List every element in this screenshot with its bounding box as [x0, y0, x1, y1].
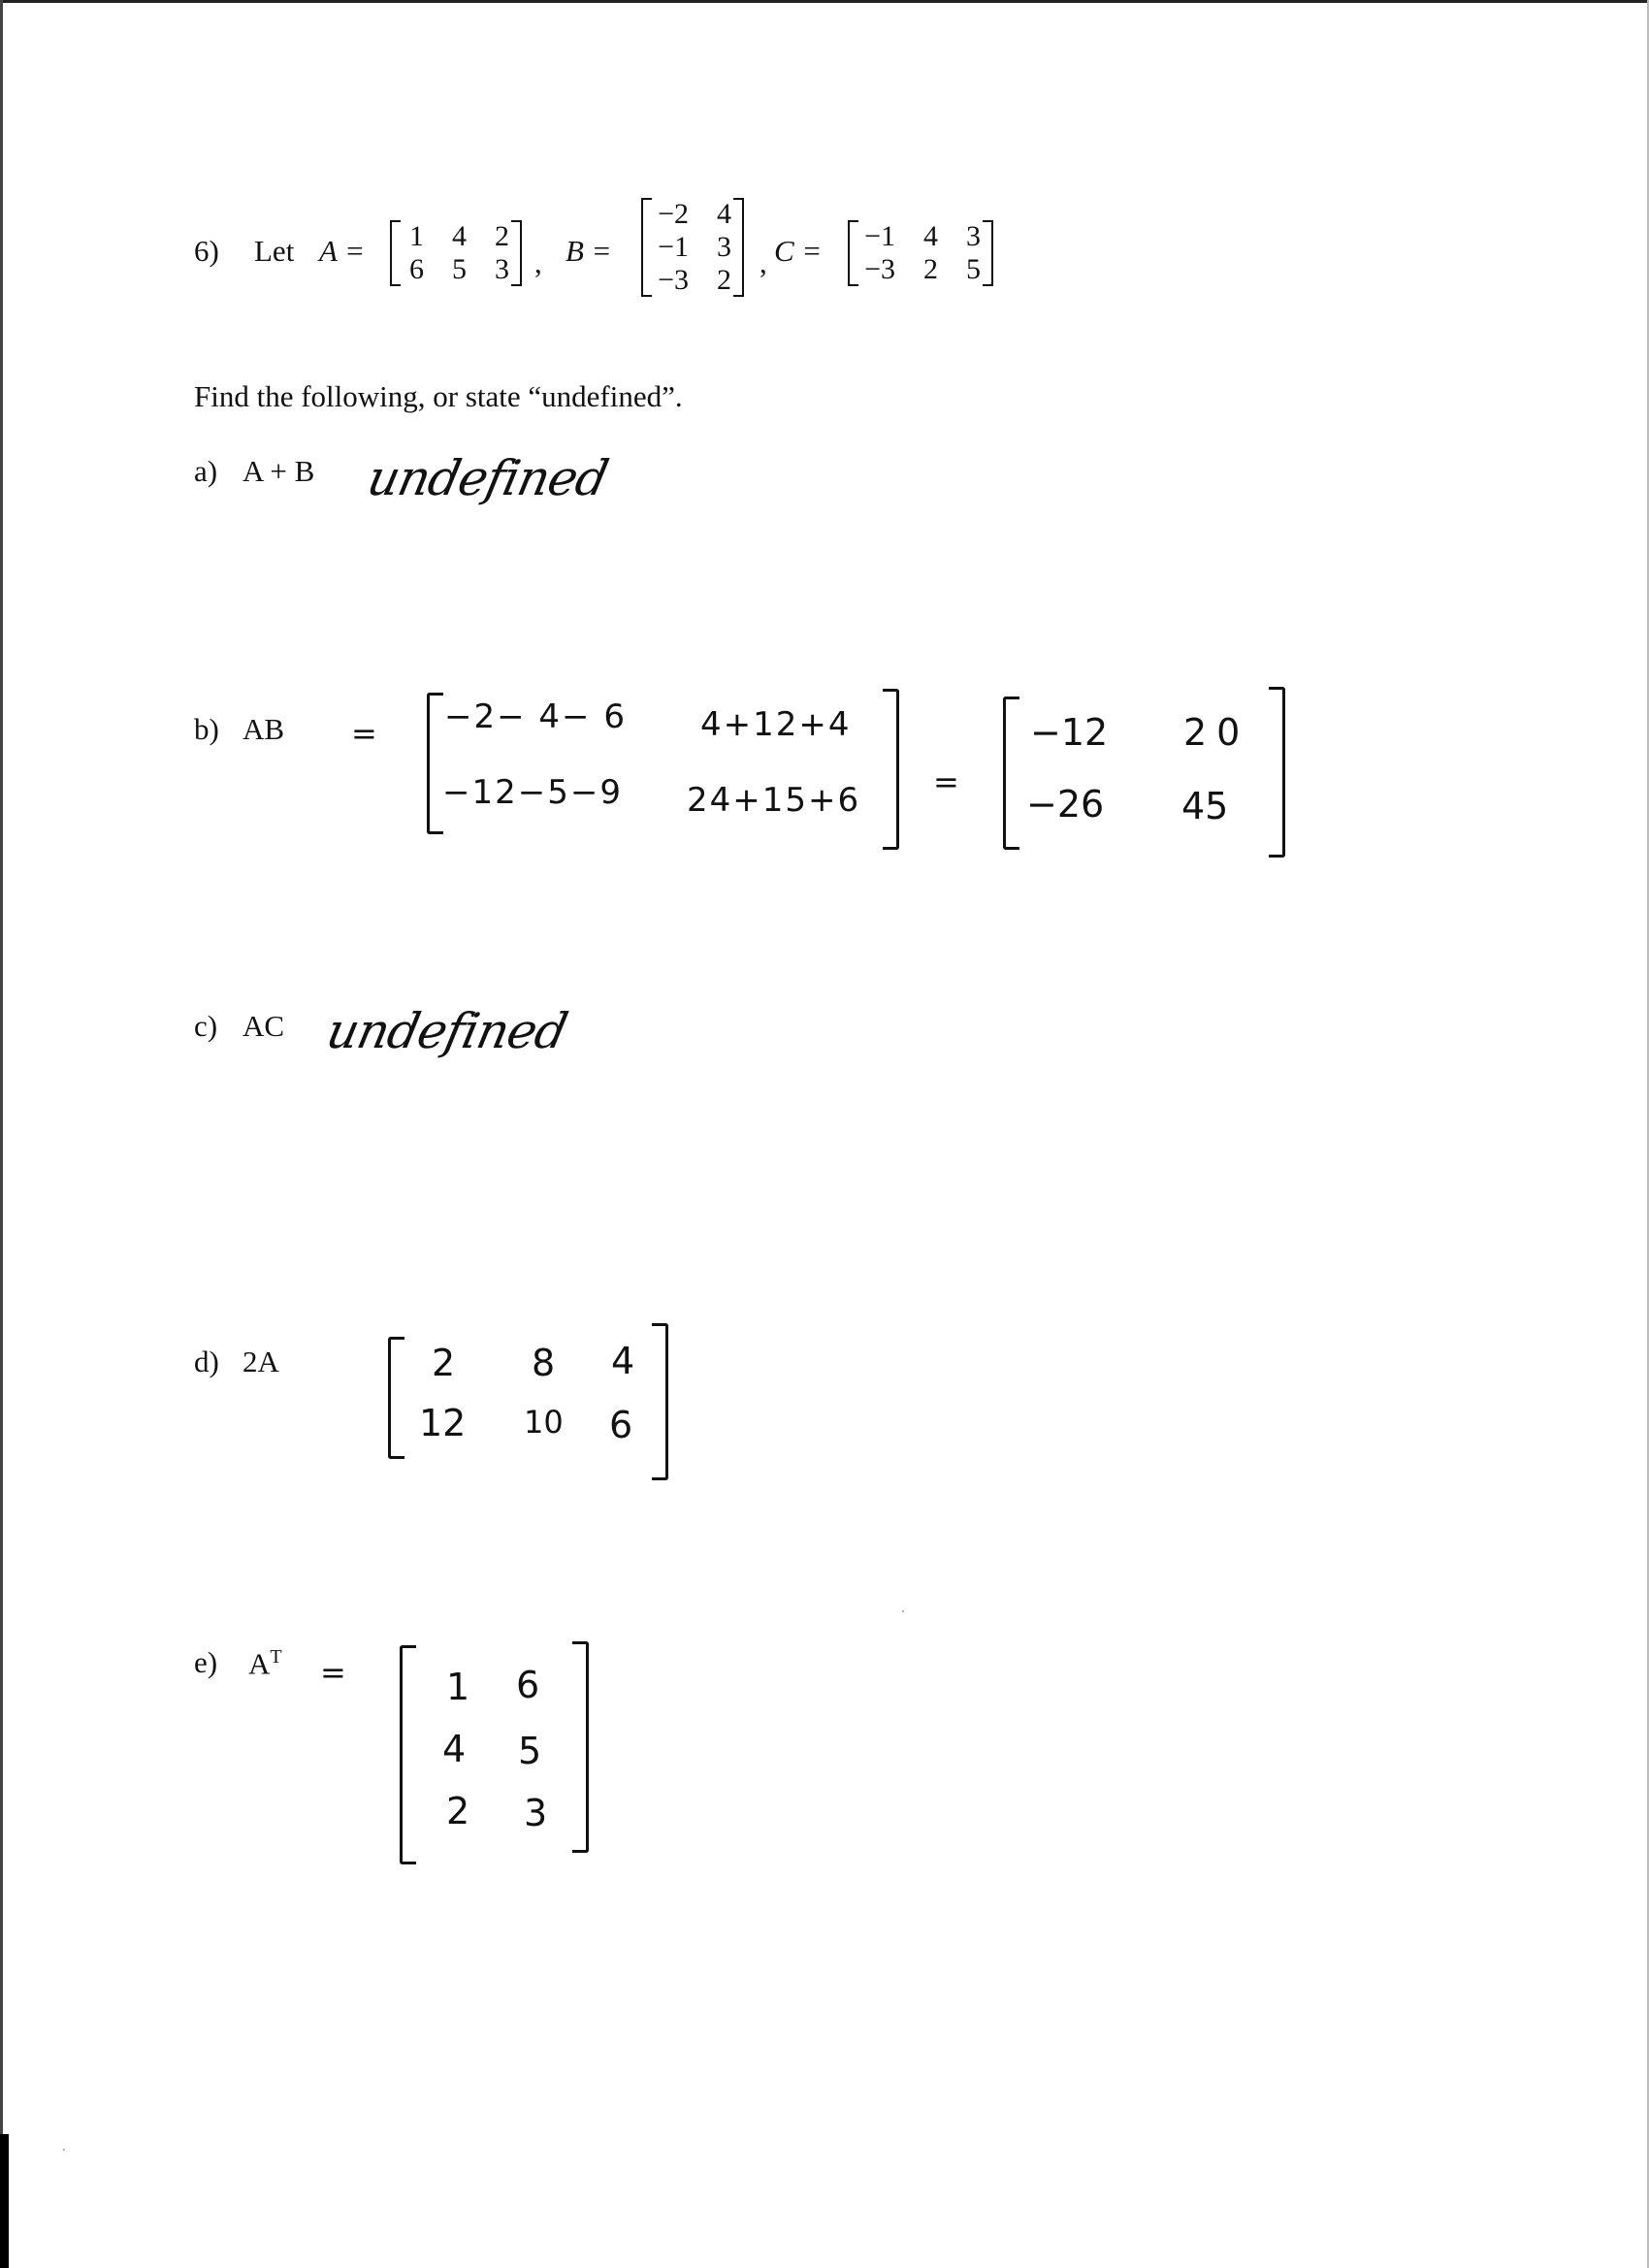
work-cell: 4+12+4	[700, 705, 852, 744]
equals-sign: =	[320, 1654, 346, 1691]
part-d-expression: 2A	[242, 1345, 279, 1378]
scan-edge-top	[0, 0, 1649, 3]
result-cell: −26	[1026, 783, 1105, 826]
scan-edge-bar	[0, 2134, 9, 2268]
part-e-base: A	[248, 1646, 271, 1681]
part-a-label: a)	[194, 454, 218, 488]
matrix-at-cell: 2	[446, 1790, 470, 1832]
work-matrix-right-bracket	[883, 689, 899, 850]
matrix-at-cell: 5	[518, 1730, 542, 1772]
part-b-expression: AB	[242, 712, 285, 746]
result-matrix-left-bracket	[1003, 697, 1019, 850]
part-e-label: e)	[194, 1645, 218, 1679]
scan-edge-left	[0, 0, 3, 2268]
comma: ,	[760, 245, 767, 279]
matrix-2a-left-bracket	[388, 1337, 404, 1459]
matrix-a-cell: 5	[452, 253, 467, 285]
matrix-b-cell: −3	[658, 264, 689, 296]
matrix-at-left-bracket	[400, 1645, 416, 1864]
matrix-a-cell: 3	[495, 253, 509, 285]
matrix-2a-right-bracket	[652, 1323, 668, 1480]
part-a-answer: undefined	[362, 450, 613, 506]
work-matrix-left-bracket	[427, 693, 443, 834]
matrix-2a-cell: 6	[609, 1404, 633, 1446]
matrix-a-cell: 1	[409, 220, 424, 252]
matrix-c-label: C =	[774, 234, 823, 268]
matrix-b	[641, 198, 744, 297]
matrix-2a-cell: 8	[532, 1342, 556, 1384]
result-matrix-right-bracket	[1269, 687, 1285, 858]
matrix-b-cell: 2	[717, 264, 731, 296]
scan-speck	[63, 2149, 65, 2151]
part-c-expression: AC	[242, 1009, 285, 1043]
matrix-b-label: B =	[566, 234, 612, 268]
matrix-c-cell: 4	[923, 220, 938, 252]
matrix-a-cell: 6	[409, 253, 424, 285]
result-cell: 45	[1181, 785, 1229, 827]
equals-sign: =	[933, 763, 959, 800]
matrix-a-cell: 2	[495, 220, 509, 252]
matrix-b-cell: 4	[717, 198, 731, 230]
scan-speck	[902, 1610, 904, 1612]
work-cell: 24+15+6	[687, 781, 861, 820]
matrix-2a-cell: 12	[419, 1402, 467, 1444]
part-a-expression: A + B	[242, 454, 315, 488]
problem-number: 6)	[194, 234, 219, 268]
matrix-a	[390, 220, 522, 286]
part-c-label: c)	[194, 1009, 218, 1043]
part-e-expression	[248, 1646, 282, 1681]
comma: ,	[534, 245, 542, 279]
matrix-a-cell: 4	[452, 220, 467, 252]
part-e-superscript: T	[270, 1646, 282, 1668]
part-b-label: b)	[194, 712, 219, 746]
matrix-at-cell: 6	[516, 1664, 540, 1706]
problem-let: Let	[254, 234, 295, 268]
result-cell: 20	[1183, 711, 1250, 754]
matrix-c	[848, 220, 993, 286]
part-c-answer: undefined	[321, 1003, 572, 1059]
matrix-2a-cell: 10	[524, 1404, 564, 1441]
work-cell: −2− 4− 6	[444, 697, 627, 736]
matrix-at-cell: 3	[524, 1792, 548, 1834]
matrix-2a-cell: 4	[611, 1340, 635, 1382]
matrix-at-cell: 1	[446, 1666, 470, 1708]
matrix-c-cell: −3	[864, 253, 895, 285]
result-cell: −12	[1030, 711, 1109, 754]
matrix-b-cell: −1	[658, 231, 689, 263]
matrix-b-cell: −2	[658, 198, 689, 230]
matrix-at-cell: 4	[442, 1728, 467, 1770]
matrix-b-cell: 3	[717, 231, 731, 263]
matrix-a-label: A =	[319, 234, 366, 268]
work-cell: −12−5−9	[442, 773, 623, 812]
instruction-text: Find the following, or state “undefined”.	[194, 379, 683, 413]
matrix-2a-cell: 2	[432, 1342, 456, 1384]
matrix-c-cell: 3	[966, 220, 981, 252]
matrix-c-cell: 5	[966, 253, 981, 285]
matrix-at-right-bracket	[572, 1641, 589, 1853]
matrix-c-cell: −1	[864, 220, 895, 252]
matrix-c-cell: 2	[923, 253, 938, 285]
equals-sign: =	[351, 715, 377, 752]
part-d-label: d)	[194, 1345, 219, 1378]
